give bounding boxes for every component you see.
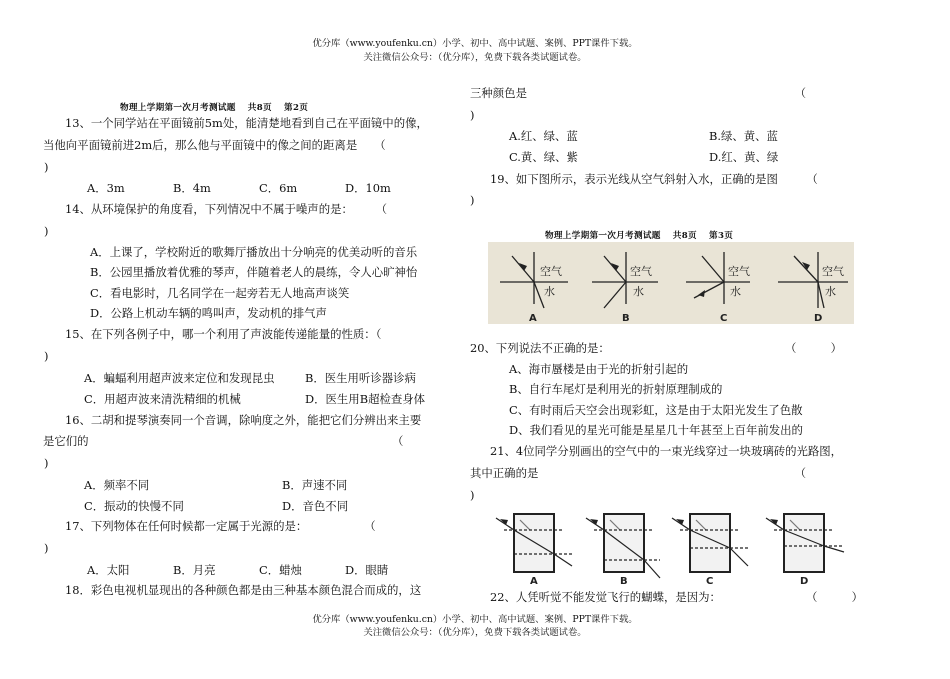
q13-close-paren: ): [44, 160, 49, 174]
q14-stem: 14、从环境保护的角度看，下列情况中不属于噪声的是： （: [65, 202, 388, 216]
q13-option-a: A．3m: [87, 181, 125, 195]
q21-stem-line1: 21、4位同学分别画出的空气中的一束光线穿过一块玻璃砖的光路图，: [490, 444, 843, 458]
q18-option-c: C.黄、绿、紫: [509, 150, 578, 164]
q13-option-c: C．6m: [259, 181, 298, 195]
q15-option-c: C．用超声波来清洗精细的机械: [84, 392, 241, 406]
q21-label-d: D: [800, 576, 809, 586]
q17-option-b: B．月亮: [173, 563, 216, 577]
q19-c-air-label: 空气: [728, 265, 750, 278]
q21-stem-line2: 其中正确的是 （: [470, 466, 807, 480]
q17-option-a: A．太阳: [87, 563, 130, 577]
q22-stem: 22、人凭听觉不能发觉飞行的蝴蝶，是因为：: [490, 590, 721, 604]
q16-option-b: B．声速不同: [282, 478, 348, 492]
q16-option-c: C．振动的快慢不同: [84, 499, 184, 513]
q16-option-d: D．音色不同: [282, 499, 349, 513]
q19-b-water-label: 水: [633, 285, 644, 298]
q13-option-b: B．4m: [173, 181, 211, 195]
q21-label-c: C: [706, 576, 714, 586]
q18-stem-line1: 18．彩色电视机显现出的各种颜色都是由三种基本颜色混合而成的，这: [65, 583, 422, 597]
q17-option-d: D．眼睛: [345, 563, 389, 577]
q21-panel-a: [496, 514, 572, 572]
footer-line-2: 关注微信公众号：（优分库），免费下载各类试题试卷。: [363, 627, 587, 638]
q14-option-c: C．看电影时，几名同学在一起旁若无人地高声谈笑: [90, 286, 350, 300]
q19-label-c: C: [720, 313, 728, 324]
q13-option-d: D．10m: [345, 181, 391, 195]
q21-panel-d: [766, 514, 844, 572]
q20-option-d: D、我们看见的星光可能是星星几十年甚至上百年前发出的: [509, 423, 803, 437]
q21-close-paren: ): [470, 488, 475, 502]
q21-label-b: B: [620, 576, 628, 586]
q15-option-d: D．医生用B超检查身体: [305, 392, 426, 406]
q19-stem: 19、如下图所示，表示光线从空气斜射入水，正确的是图 （: [490, 172, 818, 186]
q19-panel-b: [592, 252, 658, 308]
q19-refraction-figure: [488, 242, 854, 324]
q17-close-paren: ): [44, 541, 49, 555]
q13-stem-line2: 当他向平面镜前进2m后，那么他与平面镜中的像之间的距离是 （: [43, 138, 386, 152]
q20-option-b: B、自行车尾灯是利用光的折射原理制成的: [509, 382, 723, 396]
q19-d-air-label: 空气: [822, 265, 844, 278]
q19-a-water-label: 水: [544, 285, 555, 298]
header-line-2: 关注微信公众号：（优分库），免费下载各类试题试卷。: [363, 52, 587, 63]
q20-option-a: A、海市蜃楼是由于光的折射引起的: [509, 362, 689, 376]
q14-option-d: D．公路上机动车辆的鸣叫声，发动机的排气声: [90, 306, 327, 320]
footer-line-1: 优分库（www.youfenku.cn）小学、初中、高中试题、案例、PPT课件下载。: [312, 614, 638, 625]
q21-glass-slab-figure: [494, 508, 850, 586]
q19-a-air-label: 空气: [540, 265, 562, 278]
q19-b-air-label: 空气: [630, 265, 652, 278]
q18-option-b: B.绿、黄、蓝: [709, 129, 778, 143]
header-line-1: 优分库（www.youfenku.cn）小学、初中、高中试题、案例、PPT课件下载。: [312, 38, 638, 49]
q15-option-b: B．医生用听诊器诊病: [305, 371, 416, 385]
q16-stem-line1: 16、二胡和提琴演奏同一个音调，除响度之外，能把它们分辨出来主要: [65, 413, 422, 427]
q17-stem: 17、下列物体在任何时候都一定属于光源的是： （: [65, 519, 376, 533]
q16-option-a: A．频率不同: [84, 478, 150, 492]
q21-panel-c: [672, 514, 748, 572]
q18-stem-line2: 三种颜色是 （: [470, 86, 807, 100]
q22-paren: （ ）: [806, 590, 863, 604]
q18-option-d: D.红、黄、绿: [709, 150, 779, 164]
q17-option-c: C．蜡烛: [259, 563, 302, 577]
q14-option-b: B．公园里播放着优雅的琴声，伴随着老人的晨练，令人心旷神怡: [90, 265, 418, 279]
right-page-title: 物理上学期第一次月考测试题 共8页 第3页: [545, 231, 734, 241]
q20-stem: 20、下列说法不正确的是：: [470, 341, 610, 355]
q19-panel-a: [500, 252, 568, 308]
q15-stem: 15、在下列各例子中，哪一个利用了声波能传递能量的性质：（: [65, 327, 382, 341]
q15-close-paren: ): [44, 349, 49, 363]
left-page-title: 物理上学期第一次月考测试题 共8页 第2页: [120, 103, 309, 113]
q20-paren: （ ）: [785, 341, 842, 355]
q19-label-b: B: [622, 313, 630, 324]
q19-close-paren: ): [470, 193, 475, 207]
q14-close-paren: ): [44, 224, 49, 238]
q19-label-a: A: [529, 313, 537, 324]
q16-close-paren: ): [44, 456, 49, 470]
q21-label-a: A: [530, 576, 538, 586]
q19-panel-d: [778, 252, 848, 308]
q18-close-paren: ): [470, 108, 475, 122]
q19-c-water-label: 水: [730, 285, 741, 298]
q16-stem-line2: 是它们的: [43, 434, 89, 448]
q21-panel-b: [586, 514, 660, 578]
q19-label-d: D: [814, 313, 823, 324]
q19-d-water-label: 水: [825, 285, 836, 298]
q18-option-a: A.红、绿、蓝: [509, 129, 578, 143]
q15-option-a: A．蝙蝠利用超声波来定位和发现昆虫: [84, 371, 275, 385]
q20-option-c: C、有时雨后天空会出现彩虹，这是由于太阳光发生了色散: [509, 403, 803, 417]
q16-open-paren: （: [392, 434, 404, 448]
q14-option-a: A．上课了，学校附近的歌舞厅播放出十分响亮的优美动听的音乐: [90, 245, 418, 259]
q13-stem-line1: 13、一个同学站在平面镜前5m处，能清楚地看到自己在平面镜中的像，: [65, 116, 428, 130]
